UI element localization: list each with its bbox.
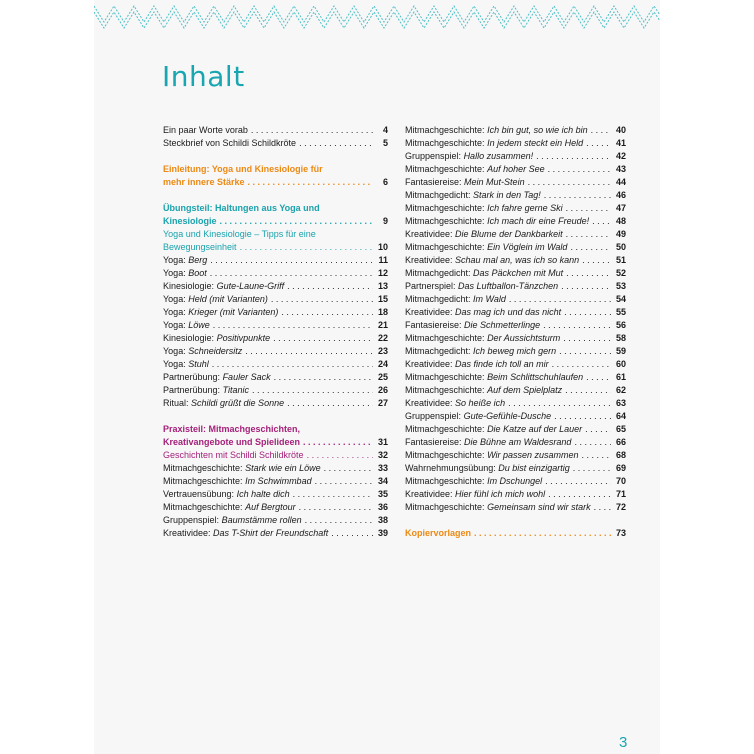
toc-page-number: 15: [377, 294, 388, 304]
toc-entry[interactable]: [405, 345, 626, 358]
dot-leader: [315, 475, 373, 488]
dot-leader: [554, 410, 611, 423]
toc-page-number: 59: [615, 346, 626, 356]
toc-entry[interactable]: [163, 280, 388, 293]
dot-leader: [220, 215, 373, 228]
toc-entry-title: Boot: [188, 268, 207, 278]
toc-entry[interactable]: [405, 124, 626, 137]
toc-page-number: 38: [377, 515, 388, 525]
toc-entry[interactable]: [163, 332, 388, 345]
toc-entry-prefix: Yoga:: [163, 346, 186, 356]
toc-entry[interactable]: [405, 397, 626, 410]
dot-leader: [251, 124, 373, 137]
toc-entry[interactable]: [163, 384, 388, 397]
toc-entry-title: Held (mit Varianten): [188, 294, 268, 304]
toc-entry[interactable]: [405, 293, 626, 306]
toc-page-number: 5: [382, 138, 388, 148]
toc-entry[interactable]: [163, 501, 388, 514]
toc-entry-title: Baumstämme rollen: [221, 515, 302, 525]
toc-entry-title: Positivpunkte: [216, 333, 271, 343]
dot-leader: [271, 293, 373, 306]
toc-entry-title: Das mag ich und das nicht: [455, 307, 562, 317]
dot-leader: [240, 241, 373, 254]
toc-page-number: 43: [615, 164, 626, 174]
toc-entry-title: Ein Vöglein im Wald: [487, 242, 568, 252]
dot-leader: [552, 358, 611, 371]
dot-leader: [212, 358, 373, 371]
toc-entry[interactable]: [405, 319, 626, 332]
toc-entry-title: Wir passen zusammen: [487, 450, 579, 460]
toc-entry[interactable]: [405, 358, 626, 371]
dot-leader: [287, 397, 373, 410]
page-title: Inhalt: [162, 60, 245, 93]
dot-leader: [508, 397, 611, 410]
toc-entry-prefix: Mitmachgeschichte:: [405, 502, 485, 512]
dot-leader: [248, 176, 373, 189]
section-heading-intro[interactable]: Einleitung: Yoga und Kinesiologie für: [163, 164, 323, 174]
toc-page-number: 42: [615, 151, 626, 161]
toc-entry[interactable]: [163, 371, 388, 384]
toc-entry[interactable]: [163, 514, 388, 527]
toc-entry-prefix: Mitmachgedicht:: [405, 190, 471, 200]
toc-page-number: 26: [377, 385, 388, 395]
toc-entry-title: Das Päckchen mit Mut: [473, 268, 564, 278]
toc-entry[interactable]: [163, 176, 388, 189]
toc-entry[interactable]: [163, 527, 388, 540]
toc-entry[interactable]: [405, 384, 626, 397]
toc-entry-prefix: Mitmachgeschichte:: [405, 333, 485, 343]
toc-page-number: 40: [615, 125, 626, 135]
toc-entry-prefix: Mitmachgeschichte:: [405, 164, 485, 174]
toc-entry[interactable]: [163, 293, 388, 306]
toc-entry-prefix: Kinesiologie:: [163, 281, 215, 291]
dot-leader: [548, 163, 611, 176]
toc-entry-title: Berg: [188, 255, 208, 265]
toc-page-number: 63: [615, 398, 626, 408]
toc-entry-label: mehr innere Stärke: [163, 177, 245, 187]
toc-entry-title: Stuhl: [188, 359, 209, 369]
toc-page-number: 51: [615, 255, 626, 265]
toc-page-number: 22: [377, 333, 388, 343]
dot-leader: [561, 280, 611, 293]
toc-entry-title: Im Schwimmbad: [245, 476, 312, 486]
toc-entry[interactable]: [405, 423, 626, 436]
dot-leader: [299, 501, 373, 514]
toc-entry[interactable]: [405, 501, 626, 514]
toc-entry-title: Gute-Laune-Griff: [216, 281, 285, 291]
toc-entry-prefix: Kreatividee:: [405, 398, 453, 408]
toc-entry-prefix: Kreatividee:: [405, 229, 453, 239]
dot-leader: [559, 345, 611, 358]
toc-page-number: 41: [615, 138, 626, 148]
page-number: 3: [619, 734, 628, 751]
toc-entry-prefix: Mitmachgeschichte:: [405, 450, 485, 460]
toc-entry[interactable]: [163, 436, 388, 449]
toc-page-number: 9: [382, 216, 388, 226]
section-heading-exercises[interactable]: Übungsteil: Haltungen aus Yoga und: [163, 203, 320, 213]
toc-entry-prefix: Yoga:: [163, 268, 186, 278]
dot-leader: [548, 488, 611, 501]
toc-entry-title: Das T-Shirt der Freundschaft: [213, 528, 329, 538]
toc-entry-prefix: Yoga:: [163, 255, 186, 265]
toc-entry-title: Ich halte dich: [236, 489, 290, 499]
toc-entry-prefix: Mitmachgedicht:: [405, 294, 471, 304]
toc-entry-title: Auf Bergtour: [245, 502, 296, 512]
dot-leader: [307, 449, 373, 462]
toc-entry-prefix: Kreatividee:: [405, 359, 453, 369]
dot-leader: [273, 332, 373, 345]
toc-column-right: [405, 124, 626, 540]
toc-entry[interactable]: [163, 215, 388, 228]
toc-page-number: 73: [615, 528, 626, 538]
toc-entry-title: Gute-Gefühle-Dusche: [463, 411, 552, 421]
toc-entry-title: Ich beweg mich gern: [473, 346, 557, 356]
toc-entry[interactable]: [163, 358, 388, 371]
toc-page-number: 60: [615, 359, 626, 369]
toc-entry[interactable]: [405, 150, 626, 163]
toc-page-number: 65: [615, 424, 626, 434]
dot-leader: [303, 436, 373, 449]
dot-leader: [566, 267, 611, 280]
toc-entry-prefix: Mitmachgeschichte:: [405, 138, 485, 148]
dot-leader: [252, 384, 373, 397]
toc-entry[interactable]: [405, 254, 626, 267]
dot-leader: [582, 449, 611, 462]
dot-leader: [566, 202, 611, 215]
toc-entry[interactable]: [405, 176, 626, 189]
toc-page-number: 66: [615, 437, 626, 447]
toc-entry-prefix: Gruppenspiel:: [405, 411, 462, 421]
toc-entry[interactable]: [405, 267, 626, 280]
dot-leader: [582, 254, 611, 267]
toc-entry-title: Schau mal an, was ich so kann: [455, 255, 580, 265]
toc-entry-title: Du bist einzigartig: [498, 463, 570, 473]
toc-page-number: 36: [377, 502, 388, 512]
dot-leader: [299, 137, 373, 150]
toc-page-number: 47: [615, 203, 626, 213]
toc-entry[interactable]: [163, 306, 388, 319]
toc-entry[interactable]: [163, 345, 388, 358]
toc-entry-title: Hier fühl ich mich wohl: [455, 489, 546, 499]
dot-leader: [564, 306, 611, 319]
dot-leader: [545, 475, 611, 488]
dot-leader: [274, 371, 373, 384]
toc-entry[interactable]: [405, 488, 626, 501]
dot-leader: [543, 319, 611, 332]
dot-leader: [331, 527, 373, 540]
toc-entry-prefix: Vertrauensübung:: [163, 489, 235, 499]
toc-page-number: 64: [615, 411, 626, 421]
toc-entry[interactable]: [163, 124, 388, 137]
toc-entry-prefix: Partnerübung:: [163, 385, 221, 395]
toc-page-number: 31: [377, 437, 388, 447]
toc-entry-title: Das Luftballon-Tänzchen: [458, 281, 559, 291]
toc-entry[interactable]: [163, 462, 388, 475]
toc-page-number: 35: [377, 489, 388, 499]
toc-entry[interactable]: [405, 215, 626, 228]
toc-entry-prefix: Kreatividee:: [405, 255, 453, 265]
toc-entry-prefix: Yoga:: [163, 294, 186, 304]
toc-entry-prefix: Kreatividee:: [405, 489, 453, 499]
dot-leader: [210, 267, 373, 280]
toc-entry-label: Kreativangebote und Spielideen: [163, 437, 301, 447]
toc-entry-title: Die Katze auf der Lauer: [487, 424, 583, 434]
toc-entry-title: Stark in den Tag!: [473, 190, 541, 200]
toc-entry-prefix: Mitmachgedicht:: [405, 268, 471, 278]
toc-entry-title: Beim Schlittschuhlaufen: [487, 372, 584, 382]
toc-entry-copy-templates[interactable]: [405, 527, 626, 540]
toc-entry-prefix: Mitmachgeschichte:: [405, 424, 485, 434]
toc-page-number: 13: [377, 281, 388, 291]
toc-entry[interactable]: [405, 137, 626, 150]
toc-page-number: 55: [615, 307, 626, 317]
toc-column-left: [163, 124, 388, 540]
toc-entry[interactable]: [405, 280, 626, 293]
toc-page-number: 32: [377, 450, 388, 460]
toc-entry[interactable]: [405, 202, 626, 215]
toc-entry-prefix: Ritual:: [163, 398, 189, 408]
toc-entry[interactable]: [405, 475, 626, 488]
toc-entry-title: Gemeinsam sind wir stark: [487, 502, 591, 512]
toc-entry-prefix: Yoga:: [163, 320, 186, 330]
toc-page-number: 4: [382, 125, 388, 135]
toc-entry-title: Die Schmetterlinge: [464, 320, 541, 330]
dot-leader: [474, 527, 611, 540]
dot-leader: [591, 124, 611, 137]
toc-entry-prefix: Mitmachgeschichte:: [163, 476, 243, 486]
toc-entry[interactable]: [163, 475, 388, 488]
toc-page-number: 69: [615, 463, 626, 473]
toc-entry-label: Bewegungseinheit: [163, 242, 237, 252]
toc-page-number: 44: [615, 177, 626, 187]
dot-leader: [509, 293, 611, 306]
toc-page-number: 46: [615, 190, 626, 200]
toc-page-number: 23: [377, 346, 388, 356]
toc-entry-prefix: Kreatividee:: [163, 528, 211, 538]
toc-entry-prefix: Yoga:: [163, 359, 186, 369]
toc-entry-title: Krieger (mit Varianten): [188, 307, 279, 317]
toc-entry-prefix: Mitmachgeschichte:: [405, 476, 485, 486]
dot-leader: [592, 215, 611, 228]
toc-entry-label: Steckbrief von Schildi Schildkröte: [163, 138, 297, 148]
toc-entry-prefix: Wahrnehmungsübung:: [405, 463, 496, 473]
toc-page-number: 27: [377, 398, 388, 408]
toc-page-number: 11: [378, 255, 388, 265]
toc-page-number: 71: [615, 489, 626, 499]
toc-page-number: 24: [377, 359, 388, 369]
toc-entry-title: Titanic: [222, 385, 249, 395]
toc-entry-title: Im Wald: [473, 294, 506, 304]
dot-leader: [565, 384, 611, 397]
toc-entry-prefix: Mitmachgeschichte:: [163, 463, 243, 473]
toc-entry[interactable]: [163, 137, 388, 150]
dot-leader: [594, 501, 611, 514]
toc-page-number: 48: [615, 216, 626, 226]
toc-page-number: 12: [377, 268, 388, 278]
dot-leader: [544, 189, 611, 202]
dot-leader: [563, 332, 611, 345]
dot-leader: [281, 306, 373, 319]
toc-entry-prefix: Fantasiereise:: [405, 320, 462, 330]
toc-entry-title: So heiße ich: [455, 398, 506, 408]
toc-entry-prefix: Mitmachgeschichte:: [405, 203, 485, 213]
toc-page-number: 50: [615, 242, 626, 252]
toc-entry-title: Schneidersitz: [188, 346, 243, 356]
toc-entry[interactable]: [163, 241, 388, 254]
toc-entry-prefix: Partnerübung:: [163, 372, 221, 382]
dot-leader: [586, 371, 611, 384]
dot-leader: [586, 137, 611, 150]
toc-entry-prefix: Mitmachgeschichte:: [405, 242, 485, 252]
toc-entry[interactable]: [163, 449, 388, 462]
dot-leader: [570, 241, 611, 254]
toc-page-number: 18: [377, 307, 388, 317]
toc-page-number: 6: [382, 177, 388, 187]
toc-entry[interactable]: [405, 449, 626, 462]
toc-entry-title: Im Dschungel: [487, 476, 543, 486]
toc-entry-prefix: Mitmachgeschichte:: [163, 502, 243, 512]
toc-entry[interactable]: [405, 228, 626, 241]
zigzag-border-decoration: [94, 0, 660, 38]
toc-entry-title: Löwe: [188, 320, 210, 330]
toc-entry-prefix: Kinesiologie:: [163, 333, 215, 343]
toc-page-number: 25: [377, 372, 388, 382]
toc-entry-title: Ich fahre gerne Ski: [487, 203, 563, 213]
toc-entry-title: Mein Mut-Stein: [464, 177, 525, 187]
dot-leader: [324, 462, 373, 475]
dot-leader: [213, 319, 373, 332]
toc-page-number: 21: [377, 320, 388, 330]
toc-entry-title: In jedem steckt ein Held: [487, 138, 584, 148]
toc-entry-prefix: Fantasiereise:: [405, 177, 462, 187]
toc-page-number: 72: [615, 502, 626, 512]
dot-leader: [573, 462, 611, 475]
toc-entry-title: Fauler Sack: [222, 372, 271, 382]
toc-entry-prefix: Mitmachgeschichte:: [405, 385, 485, 395]
toc-page-number: 39: [377, 528, 388, 538]
toc-entry-prefix: Mitmachgeschichte:: [405, 125, 485, 135]
toc-entry-title: Die Blume der Dankbarkeit: [455, 229, 563, 239]
toc-entry[interactable]: [405, 436, 626, 449]
toc-entry-label: Kopiervorlagen: [405, 528, 472, 538]
toc-entry[interactable]: [163, 254, 388, 267]
toc-page-number: 56: [615, 320, 626, 330]
dot-leader: [585, 423, 611, 436]
toc-entry-label: Geschichten mit Schildi Schildkröte: [163, 450, 304, 460]
toc-entry-label: Kinesiologie: [163, 216, 217, 226]
toc-entry-title: Das finde ich toll an mir: [455, 359, 549, 369]
toc-page-number: 70: [615, 476, 626, 486]
toc-entry[interactable]: [405, 241, 626, 254]
toc-entry-title: Schildi grüßt die Sonne: [191, 398, 285, 408]
dot-leader: [210, 254, 373, 267]
toc-entry-title: Der Aussichtsturm: [487, 333, 561, 343]
toc-entry-label: Ein paar Worte vorab: [163, 125, 248, 135]
toc-entry[interactable]: [163, 397, 388, 410]
toc-entry[interactable]: [405, 462, 626, 475]
toc-entry[interactable]: [405, 332, 626, 345]
toc-page-number: 58: [615, 333, 626, 343]
toc-entry[interactable]: [163, 267, 388, 280]
toc-entry-title: Stark wie ein Löwe: [245, 463, 321, 473]
toc-page-number: 54: [615, 294, 626, 304]
dot-leader: [245, 345, 373, 358]
toc-page-number: 52: [615, 268, 626, 278]
dot-leader: [536, 150, 611, 163]
toc-entry-prefix: Partnerspiel:: [405, 281, 456, 291]
toc-entry-prefix: Mitmachgedicht:: [405, 346, 471, 356]
dot-leader: [566, 228, 611, 241]
toc-entry-prefix: Gruppenspiel:: [163, 515, 220, 525]
toc-entry[interactable]: [405, 163, 626, 176]
dot-leader: [293, 488, 373, 501]
toc-page-number: 49: [615, 229, 626, 239]
toc-page-number: 68: [615, 450, 626, 460]
toc-entry[interactable]: [405, 306, 626, 319]
toc-entry-prefix: Gruppenspiel:: [405, 151, 462, 161]
toc-page-number: 61: [615, 372, 626, 382]
subsection-heading[interactable]: Yoga und Kinesiologie – Tipps für eine: [163, 229, 316, 239]
toc-entry-prefix: Yoga:: [163, 307, 186, 317]
toc-entry[interactable]: [405, 410, 626, 423]
toc-entry-prefix: Kreatividee:: [405, 307, 453, 317]
toc-entry-title: Auf hoher See: [487, 164, 545, 174]
dot-leader: [528, 176, 611, 189]
toc-page-number: 62: [615, 385, 626, 395]
toc-entry-prefix: Mitmachgeschichte:: [405, 372, 485, 382]
dot-leader: [305, 514, 373, 527]
toc-entry[interactable]: [405, 189, 626, 202]
toc-entry[interactable]: [163, 319, 388, 332]
dot-leader: [287, 280, 373, 293]
dot-leader: [574, 436, 611, 449]
toc-entry[interactable]: [405, 371, 626, 384]
toc-page-number: 53: [615, 281, 626, 291]
toc-entry-prefix: Fantasiereise:: [405, 437, 462, 447]
toc-entry-title: Die Bühne am Waldesrand: [464, 437, 572, 447]
toc-page-number: 34: [377, 476, 388, 486]
section-heading-practice[interactable]: Praxisteil: Mitmachgeschichten,: [163, 424, 301, 434]
toc-entry-prefix: Mitmachgeschichte:: [405, 216, 485, 226]
toc-page-number: 33: [377, 463, 388, 473]
toc-entry-title: Ich bin gut, so wie ich bin: [487, 125, 588, 135]
toc-page-number: 10: [377, 242, 388, 252]
toc-entry[interactable]: [163, 488, 388, 501]
toc-entry-title: Hallo zusammen!: [463, 151, 534, 161]
toc-entry-title: Ich mach dir eine Freude!: [487, 216, 590, 226]
toc-entry-title: Auf dem Spielplatz: [487, 385, 563, 395]
